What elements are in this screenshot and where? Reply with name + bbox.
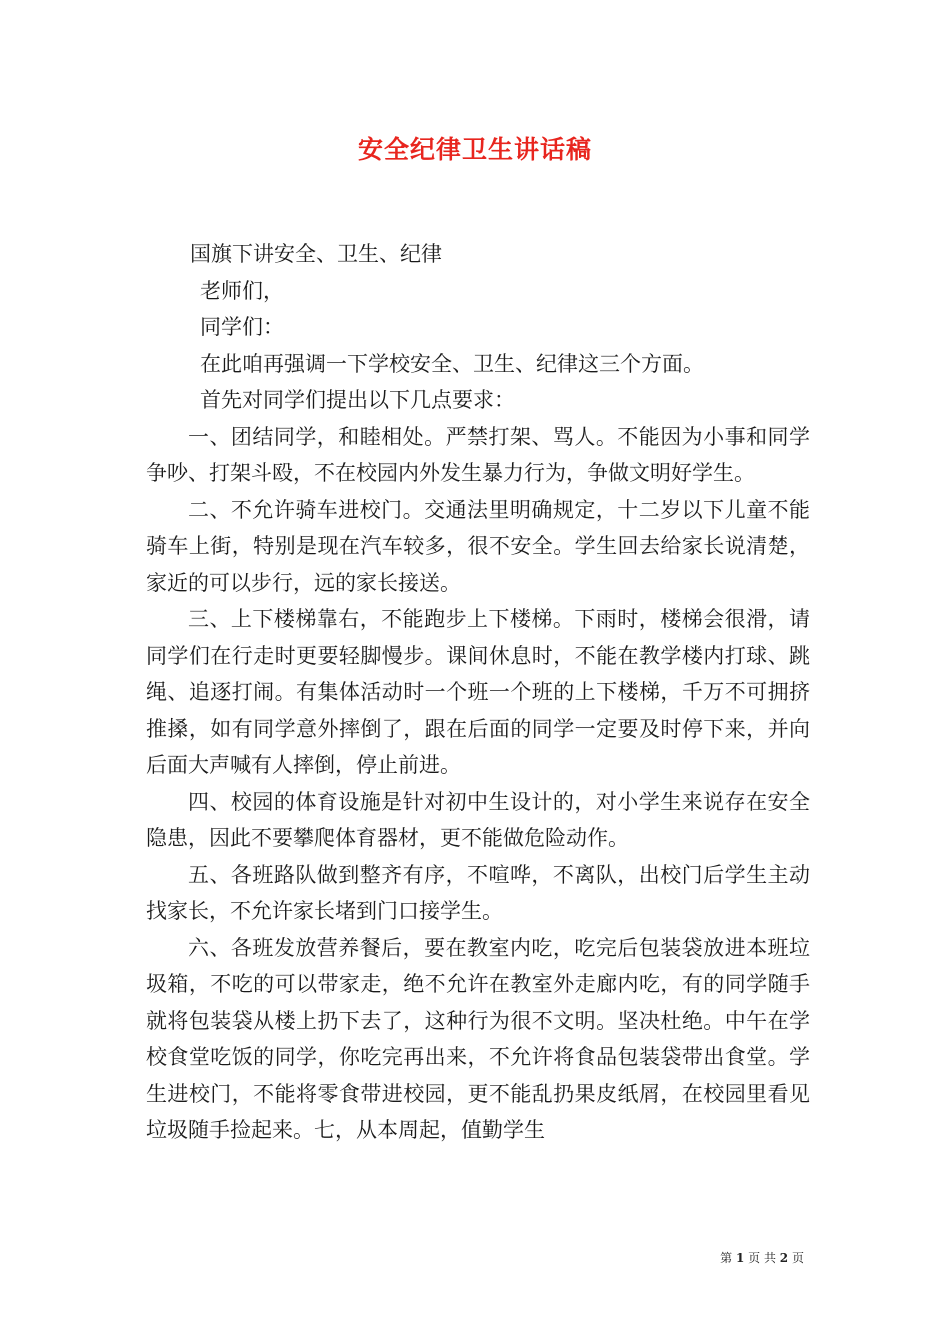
- paragraph-rule-4: 四、校园的体育设施是针对初中生设计的，对小学生来说存在安全隐患，因此不要攀爬体育器材，更不能做危险动作。: [146, 789, 810, 850]
- page-number-footer: [720, 1249, 804, 1266]
- footer-total-pages: 2: [779, 1251, 789, 1265]
- subheading: 国旗下讲安全、卫生、纪律: [190, 242, 442, 266]
- paragraph-rule-1: 一、团结同学，和睦相处。严禁打架、骂人。不能因为小事和同学争吵、打架斗殴，不在校园内外发生暴力行为，争做文明好学生。: [146, 424, 810, 485]
- footer-suffix: 页: [791, 1251, 804, 1265]
- paragraph-rule-3: 三、上下楼梯靠右，不能跑步上下楼梯。下雨时，楼梯会很滑，请同学们在行走时更要轻脚慢步。课间休息时，不能在教学楼内打球、跳绳、追逐打闹。有集体活动时一个班一个班的上下楼梯，千万不可拥挤推搡，如有同学意外摔倒了，跟在后面的同学一定要及时停下来，并向后面大声喊有人摔倒，停止前进。: [146, 607, 810, 777]
- greeting-teachers: 老师们，: [200, 278, 284, 303]
- footer-middle: 页 共: [748, 1251, 776, 1265]
- paragraph-intro: 在此咱再强调一下学校安全、卫生、纪律这三个方面。: [200, 351, 704, 376]
- paragraph-rule-2: 二、不允许骑车进校门。交通法里明确规定，十二岁以下儿童不能骑车上街，特别是现在汽车较多，很不安全。学生回去给家长说清楚，家近的可以步行，远的家长接送。: [146, 497, 810, 595]
- greeting-students: 同学们：: [200, 315, 284, 339]
- paragraph-rule-6: 六、各班发放营养餐后，要在教室内吃，吃完后包装袋放进本班垃圾箱，不吃的可以带家走，绝不允许在教室外走廊内吃，有的同学随手就将包装袋从楼上扔下去了，这种行为很不文明。坚决杜绝。中午在学校食堂吃饭的同学，你吃完再出来，不允许将食品包装袋带出食堂。学生进校门，不能将零食带进校园，更不能乱扔果皮纸屑，在校园里看见垃圾随手捡起来。七，从本周起，值勤学生: [146, 935, 810, 1142]
- paragraph-rule-5: 五、各班路队做到整齐有序，不喧哗，不离队，出校门后学生主动找家长，不允许家长堵到门口接学生。: [146, 862, 810, 923]
- footer-current-page: 1: [735, 1251, 745, 1265]
- document-title: 安全纪律卫生讲话稿: [357, 135, 592, 164]
- document-body: [146, 236, 810, 1149]
- paragraph-requirements: 首先对同学们提出以下几点要求：: [200, 388, 515, 412]
- footer-prefix: 第: [720, 1251, 733, 1265]
